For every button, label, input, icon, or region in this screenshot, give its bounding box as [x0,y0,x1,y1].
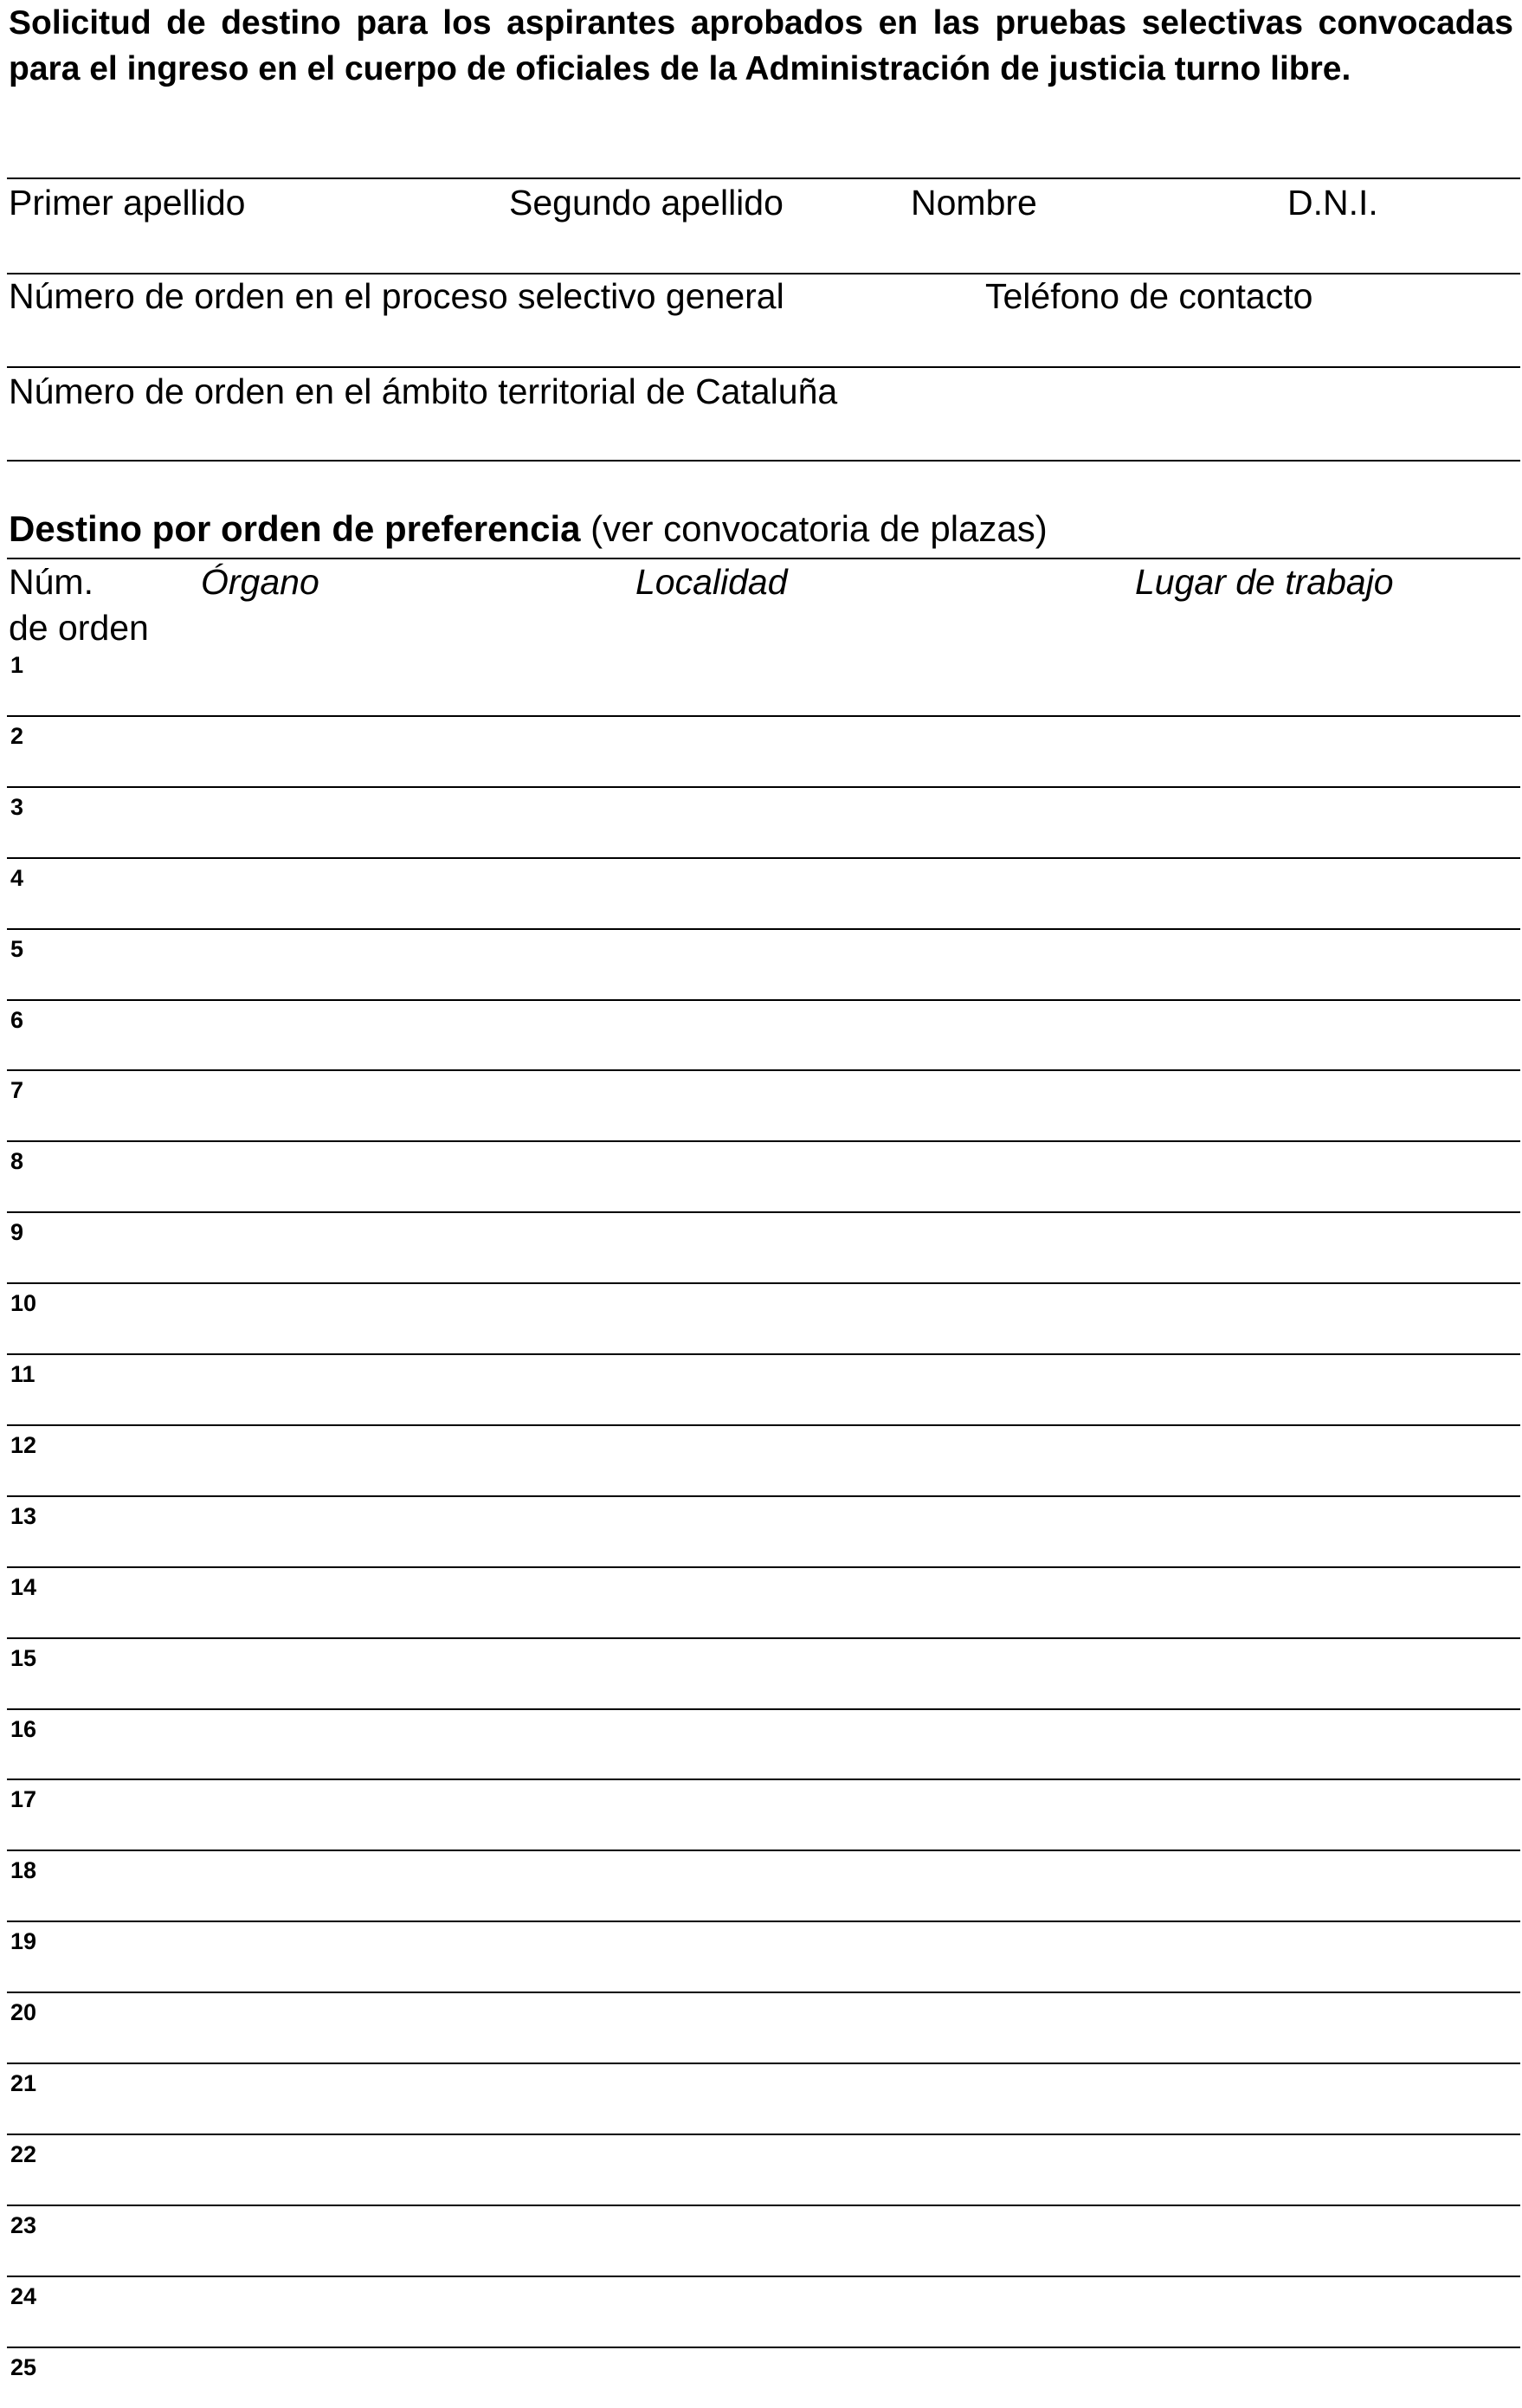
row-number: 12 [10,1432,37,1458]
row-number: 24 [10,2283,37,2309]
destinations-heading-note: (ver convocatoria de plazas) [580,508,1048,549]
row-number: 6 [10,1007,24,1033]
row-divider [7,1708,1520,1710]
row-number: 3 [10,794,24,820]
row-divider [7,2063,1520,2064]
row-number: 18 [10,1857,37,1883]
row-number: 8 [10,1148,24,1174]
divider-line [7,366,1520,368]
row-number: 9 [10,1219,24,1245]
divider-line [7,460,1520,462]
column-num-orden-line2: de orden [9,608,149,648]
label-nombre: Nombre [911,183,1037,223]
destinations-heading [9,507,1048,552]
row-number: 22 [10,2141,37,2167]
label-numero-orden-cataluna: Número de orden en el ámbito territorial de Cataluña [9,371,838,411]
row-number: 25 [10,2354,37,2380]
row-divider [7,1424,1520,1426]
row-divider [7,2205,1520,2206]
divider-line [7,273,1520,274]
row-number: 17 [10,1786,37,1812]
row-number: 16 [10,1716,37,1742]
row-divider [7,1921,1520,1922]
row-number: 20 [10,1999,37,2025]
column-localidad: Localidad [635,562,788,602]
row-divider [7,1211,1520,1213]
row-number: 2 [10,723,24,749]
label-telefono-contacto: Teléfono de contacto [985,276,1313,316]
destinations-heading-bold: Destino por orden de preferencia [9,508,581,549]
column-organo: Órgano [201,562,319,602]
row-divider [7,1495,1520,1497]
label-numero-orden-general: Número de orden en el proceso selectivo general [9,276,784,316]
label-primer-apellido: Primer apellido [9,183,246,223]
column-num-orden-line1: Núm. [9,562,94,602]
row-number: 1 [10,652,24,678]
column-lugar-trabajo: Lugar de trabajo [1135,562,1394,602]
label-segundo-apellido: Segundo apellido [509,183,784,223]
row-divider [7,1140,1520,1142]
row-number: 10 [10,1290,37,1316]
row-divider [7,786,1520,788]
divider-line [7,178,1520,179]
row-number: 13 [10,1503,37,1529]
row-divider [7,1992,1520,1993]
row-divider [7,928,1520,930]
row-divider [7,1637,1520,1639]
row-divider [7,1779,1520,1780]
row-number: 15 [10,1645,37,1671]
row-number: 11 [10,1361,35,1387]
row-number: 4 [10,865,24,891]
row-divider [7,1282,1520,1284]
row-divider [7,1353,1520,1355]
row-divider [7,1069,1520,1071]
row-number: 5 [10,936,24,962]
row-number: 19 [10,1928,37,1954]
row-divider [7,2347,1520,2348]
row-divider [7,1566,1520,1568]
divider-line [7,558,1520,559]
row-number: 23 [10,2212,37,2238]
row-divider [7,999,1520,1001]
row-number: 21 [10,2070,37,2096]
document-title: Solicitud de destino para los aspirantes aprobados en las pruebas selectivas convocadas para el ingreso en el cuerpo de oficiales de la Administración de justicia turno libre. [9,4,1513,87]
row-divider [7,2276,1520,2277]
row-number: 7 [10,1077,24,1103]
row-divider [7,1850,1520,1851]
row-divider [7,2134,1520,2135]
row-divider [7,715,1520,717]
row-number: 14 [10,1574,37,1600]
row-divider [7,857,1520,859]
label-dni: D.N.I. [1287,183,1378,223]
